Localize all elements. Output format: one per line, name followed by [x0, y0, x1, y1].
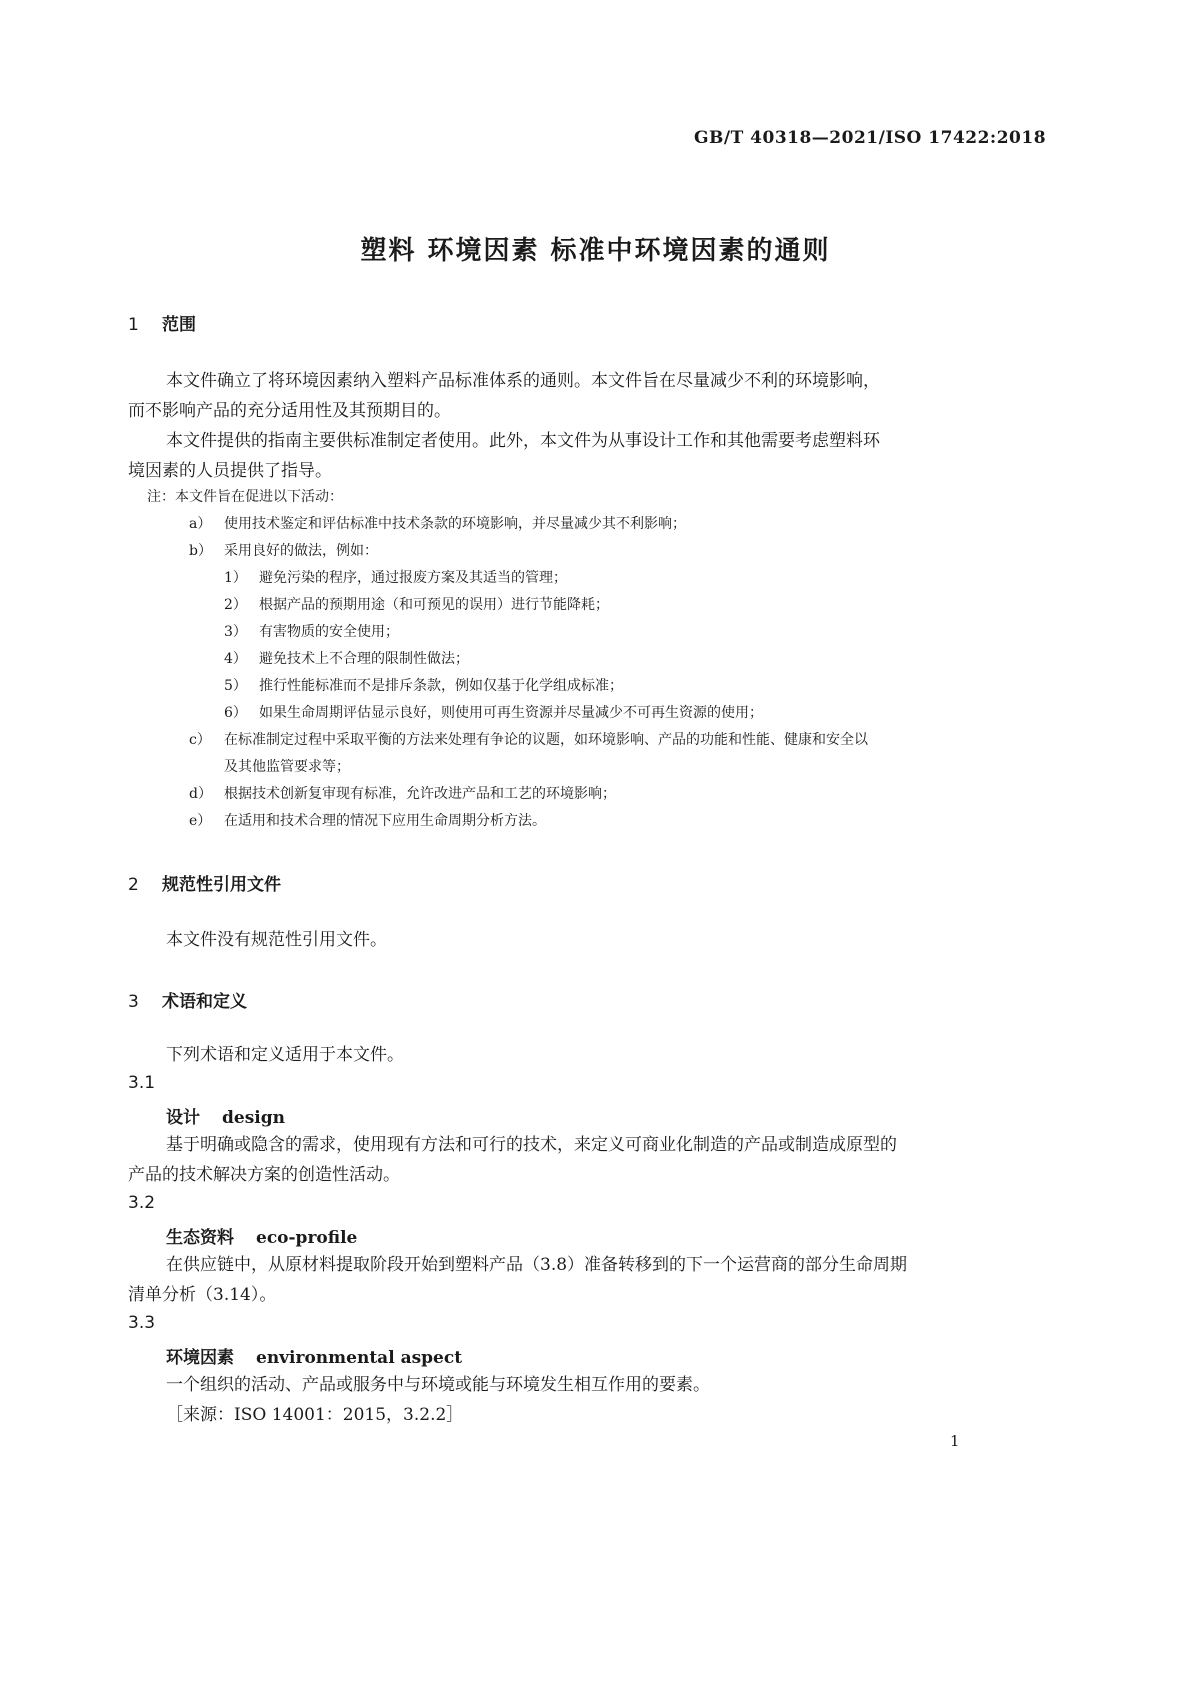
section-1-heading — [128, 310, 196, 335]
note-item-d: 根据技术创新复审现有标准，允许改进产品和工艺的环境影响； — [224, 786, 616, 802]
term-3-1-def-line2: 产品的技术解决方案的创造性活动。 — [128, 1165, 400, 1185]
note-intro: 注：本文件旨在促进以下活动： — [147, 489, 343, 505]
note-item-e-marker: e） — [189, 813, 212, 829]
term-3-3-number: 3.3 — [128, 1313, 156, 1333]
term-3-3-def-line1: 一个组织的活动、产品或服务中与环境或能与环境发生相互作用的要素。 — [166, 1375, 710, 1395]
page-number: 1 — [950, 1432, 960, 1450]
note-subitem-5: 推行性能标准而不是排斥条款，例如仅基于化学组成标准； — [259, 678, 623, 694]
term-zh: 生态资料 — [166, 1228, 234, 1248]
note-subitem-6: 如果生命周期评估显示良好，则使用可再生资源并尽量减少不可再生资源的使用； — [259, 705, 763, 721]
term-en: eco-profile — [256, 1228, 358, 1248]
section-number: 2 — [128, 875, 139, 895]
term-3-3-heading — [166, 1343, 462, 1368]
note-subitem-3-marker: 3） — [224, 624, 247, 640]
section-2-heading — [128, 870, 281, 895]
section-title: 规范性引用文件 — [162, 875, 281, 895]
section-title: 术语和定义 — [162, 992, 247, 1012]
s1-p2-line2: 境因素的人员提供了指导。 — [128, 461, 332, 481]
term-3-2-number: 3.2 — [128, 1193, 156, 1213]
note-item-e: 在适用和技术合理的情况下应用生命周期分析方法。 — [224, 813, 546, 829]
note-item-d-marker: d） — [189, 786, 212, 802]
term-3-2-def-line1: 在供应链中，从原材料提取阶段开始到塑料产品（3.8）准备转移到的下一个运营商的部分生命周期 — [166, 1255, 908, 1275]
term-zh: 设计 — [166, 1108, 200, 1128]
term-3-3-source: ［来源：ISO 14001：2015，3.2.2］ — [166, 1405, 464, 1425]
term-3-1-heading — [166, 1103, 285, 1128]
s2-p1: 本文件没有规范性引用文件。 — [166, 930, 387, 950]
note-subitem-1: 避免污染的程序，通过报废方案及其适当的管理； — [259, 570, 567, 586]
s1-p2-line1: 本文件提供的指南主要供标准制定者使用。此外，本文件为从事设计工作和其他需要考虑塑料环 — [166, 431, 880, 451]
term-en: design — [222, 1108, 285, 1128]
note-subitem-6-marker: 6） — [224, 705, 247, 721]
s1-p1-line1: 本文件确立了将环境因素纳入塑料产品标准体系的通则。本文件旨在尽量减少不利的环境影响， — [166, 371, 880, 391]
s3-intro: 下列术语和定义适用于本文件。 — [166, 1045, 404, 1065]
term-3-2-def-line2: 清单分析（3.14）。 — [128, 1285, 277, 1305]
section-title: 范围 — [162, 315, 196, 335]
note-subitem-2: 根据产品的预期用途（和可预见的误用）进行节能降耗； — [259, 597, 609, 613]
note-item-b-marker: b） — [189, 543, 212, 559]
note-item-c-line2: 及其他监管要求等； — [224, 759, 350, 775]
term-3-1-number: 3.1 — [128, 1073, 156, 1093]
note-subitem-3: 有害物质的安全使用； — [259, 624, 399, 640]
standard-number: GB/T 40318—2021/ISO 17422:2018 — [694, 128, 1047, 148]
note-subitem-2-marker: 2） — [224, 597, 247, 613]
section-number: 3 — [128, 992, 139, 1012]
term-en: environmental aspect — [256, 1348, 463, 1368]
s1-p1-line2: 而不影响产品的充分适用性及其预期目的。 — [128, 401, 451, 421]
note-item-a: 使用技术鉴定和评估标准中技术条款的环境影响，并尽量减少其不利影响； — [224, 516, 686, 532]
note-item-c-marker: c） — [189, 732, 211, 748]
note-item-b: 采用良好的做法，例如： — [224, 543, 378, 559]
note-subitem-4-marker: 4） — [224, 651, 247, 667]
term-3-2-heading — [166, 1223, 357, 1248]
note-subitem-4: 避免技术上不合理的限制性做法； — [259, 651, 469, 667]
note-subitem-5-marker: 5） — [224, 678, 247, 694]
term-zh: 环境因素 — [166, 1348, 234, 1368]
term-3-1-def-line1: 基于明确或隐含的需求，使用现有方法和可行的技术，来定义可商业化制造的产品或制造成原型的 — [166, 1135, 897, 1155]
note-item-a-marker: a） — [189, 516, 212, 532]
document-title: 塑料 环境因素 标准中环境因素的通则 — [360, 236, 831, 266]
note-subitem-1-marker: 1） — [224, 570, 247, 586]
note-item-c-line1: 在标准制定过程中采取平衡的方法来处理有争论的议题，如环境影响、产品的功能和性能、健康和安全以 — [224, 732, 868, 748]
section-number: 1 — [128, 315, 139, 335]
section-3-heading — [128, 987, 247, 1012]
